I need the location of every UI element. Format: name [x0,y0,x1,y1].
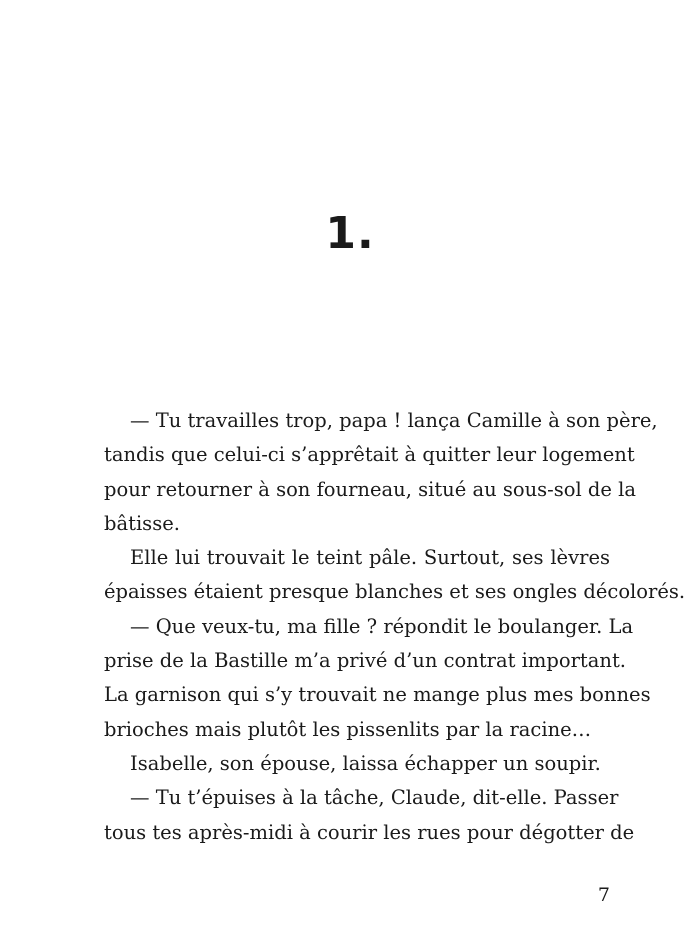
text-line: brioches mais plutôt les pissenlits par la racine… [104,717,592,741]
text-line: Elle lui trouvait le teint pâle. Surtout, ses lèvres [130,546,610,570]
text-line: — Tu travailles trop, papa ! lança Camille à son père, [130,409,658,432]
text-line: — Que veux-tu, ma fille ? répondit le boulanger. La [130,614,634,638]
text-line: La garnison qui s’y trouvait ne mange plus mes bonnes [104,683,651,707]
chapter-body-text [104,404,686,850]
text-line: tandis que celui-ci s’apprêtait à quitter leur logement [104,443,635,467]
text-line: épaisses étaient presque blanches et ses ongles décolorés. [104,580,686,604]
text-line: pour retourner à son fourneau, situé au sous-sol de la [104,477,637,501]
text-line: — Tu t’épuises à la tâche, Claude, dit-elle. Passer [130,786,619,810]
text-line: Isabelle, son épouse, laissa échapper un soupir. [130,751,601,775]
page-number: 7 [597,884,610,906]
chapter-number: 1. [325,208,375,259]
text-line: bâtisse. [104,511,180,535]
text-line: prise de la Bastille m’a privé d’un contrat important. [104,649,626,673]
text-line: tous tes après-midi à courir les rues pour dégotter de [104,820,635,844]
